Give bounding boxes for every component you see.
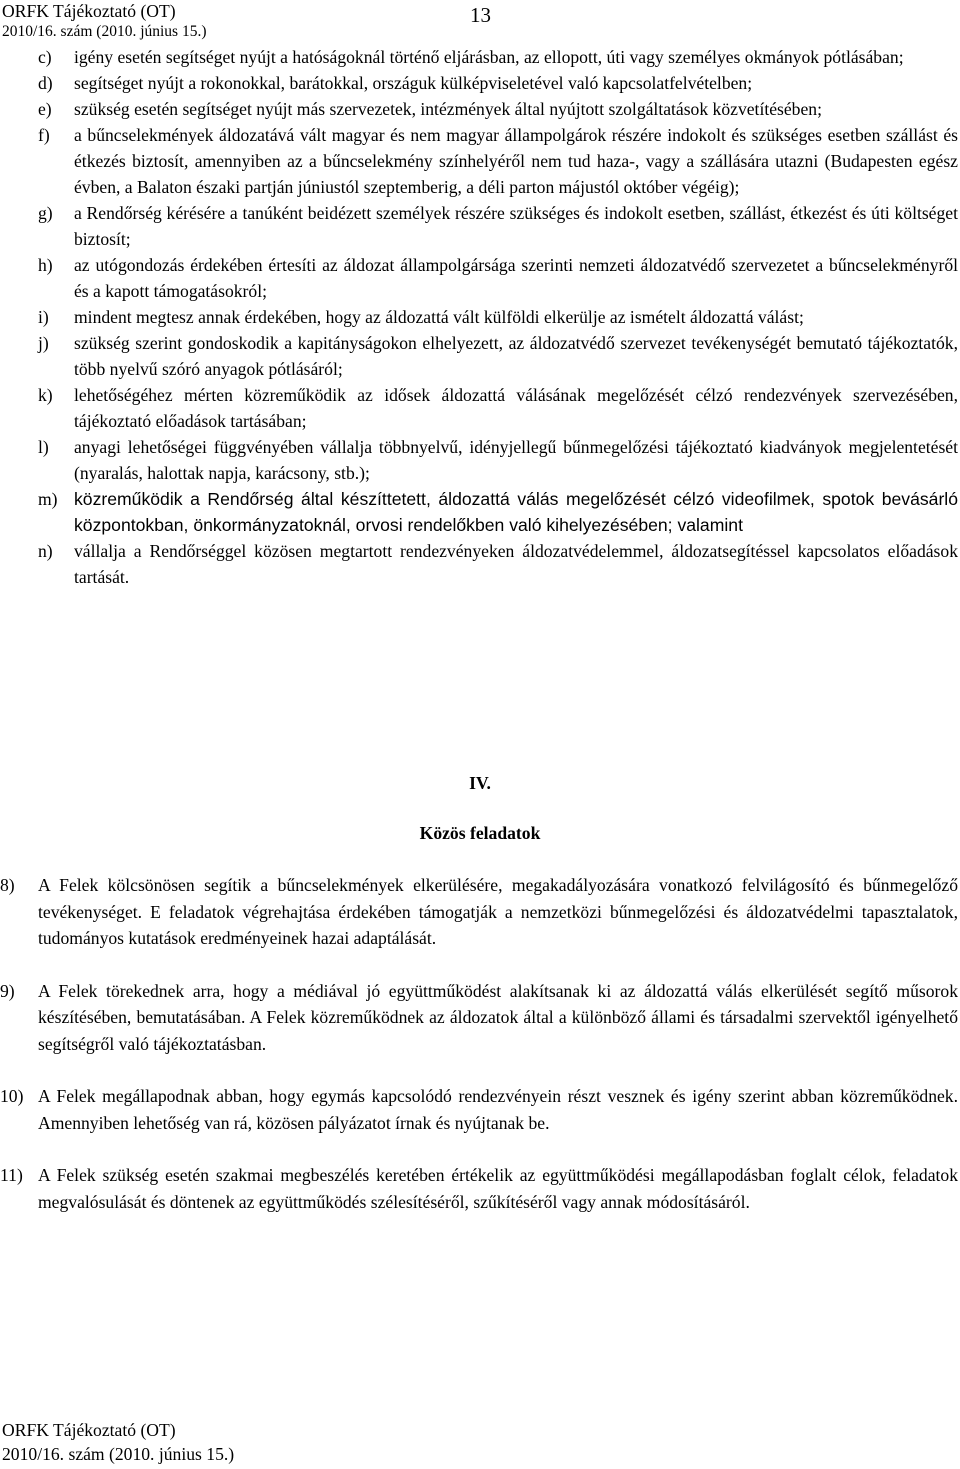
list-item [38,44,958,70]
list-item-text: közreműködik a Rendőrség által készíttetett, áldozattá válás megelőzését célzó videofilmek, spotok bevásárló központokban, önkormányzatoknál, orvosi rendelőkben való kihelyezésében; valamint [74,489,958,535]
paragraph-number: 10) [0,1086,24,1106]
list-item [38,434,958,486]
list-item-text: a bűncselekmények áldozatává vált magyar és nem magyar állampolgárok részére indokolt és szükséges esetben szállást és étkezés biztosít, amennyiben az a bűncselekmény színhelyéről nem tud haza-, vagy a szállására utazni (Budapesten egész évben, a Balaton északi partján júniustól szeptemberig, a déli parton májustól október végéig); [74,125,958,197]
list-item [38,96,958,122]
list-item-text: szükség esetén segítséget nyújt más szervezetek, intézmények által nyújtott szolgáltatások közvetítésében; [74,99,822,119]
footer-title: ORFK Tájékoztató (OT) [2,1420,176,1440]
list-item-label: g) [38,203,53,223]
list-item-label: m) [38,489,58,509]
list-item-text: vállalja a Rendőrséggel közösen megtartott rendezvényeken áldozatvédelemmel, áldozatsegítéssel kapcsolatos előadások tartását. [74,541,958,587]
numbered-paragraph [0,872,958,952]
list-item-label: l) [38,437,49,457]
list-item-text: lehetőségéhez mérten közreműködik az idősek áldozattá válásának megelőzését célzó rendezvények szervezésében, tájékoztató előadások tartásában; [74,385,958,431]
paragraph-text: A Felek kölcsönösen segítik a bűncselekmények elkerülésére, megakadályozására vonatkozó felvilágosító és bűnmegelőző tevékenységet. E feladatok végrehajtása érdekében támogatják a nemzetközi bűnmegelőzési és áldozatvédelmi tapasztalatok, tudományos kutatások eredményeinek hazai adaptálását. [38,875,958,948]
numbered-paragraph [0,1083,958,1136]
list-item-label: k) [38,385,53,405]
page-number: 13 [470,3,491,27]
list-item [38,382,958,434]
list-item-label: e) [38,99,52,119]
header-issue: 2010/16. szám (2010. június 15.) [2,23,207,40]
numbered-paragraph [0,1162,958,1215]
list-item-text: szükség szerint gondoskodik a kapitányságokon elhelyezett, az áldozatvédő szervezet tevékenységét bemutató tájékoztatók, több nyelvű szóró anyagok pótlásáról; [74,333,958,379]
list-item-text: az utógondozás érdekében értesíti az áldozat állampolgársága szerinti nemzeti áldozatvédő szervezetet a bűncselekményről és a kapott támogatásokról; [74,255,958,301]
paragraph-number: 9) [0,980,15,1001]
list-item [38,538,958,590]
list-item-text: anyagi lehetőségei függvényében vállalja többnyelvű, idényjellegű bűnmegelőzési tájékoztató kiadványok megjelentetését (nyaralás, halottak napja, karácsony, stb.); [74,437,958,483]
list-item-label: i) [38,307,49,327]
paragraph-text: A Felek szükség esetén szakmai megbeszélés keretében értékelik az együttműködési megállapodásban foglalt célok, feladatok megvalósulását és döntenek az együttműködés szélesítéséről, szűkítéséről vagy annak módosításáról. [38,1165,958,1212]
list-item-label: c) [38,47,52,67]
list-item-text: a Rendőrség kérésére a tanúként beidézett személyek részére szükséges és indokolt esetben, szállást, étkezést és úti költséget biztosít; [74,203,958,249]
list-item-label: f) [38,125,50,145]
section-number: IV. [469,773,491,793]
list-item [38,486,958,538]
list-item-label: j) [38,333,49,353]
numbered-paragraph [0,978,958,1058]
page-header [0,0,960,46]
list-item-label: n) [38,541,53,561]
list-item [38,252,958,304]
list-item-label: h) [38,255,53,275]
footer-issue: 2010/16. szám (2010. június 15.) [2,1444,235,1464]
list-item-label: d) [38,73,53,93]
list-item-text: igény esetén segítséget nyújt a hatóságoknál történő eljárásban, az ellopott, úti vagy személyes okmányok pótlásában; [74,47,904,67]
section-title: Közös feladatok [419,823,541,843]
list-item [38,304,958,330]
paragraph-number: 11) [0,1165,23,1185]
list-item [38,70,958,96]
list-item [38,200,958,252]
list-item-text: mindent megtesz annak érdekében, hogy az áldozattá vált külföldi elkerülje az ismételt áldozattá válást; [74,307,804,327]
header-title: ORFK Tájékoztató (OT) [2,1,176,21]
list-item [38,330,958,382]
list-item-text: segítséget nyújt a rokonokkal, barátokkal, országuk külképviseletével való kapcsolatfelvételben; [74,73,753,93]
paragraph-text: A Felek megállapodnak abban, hogy egymás kapcsolódó rendezvényein részt vesznek és igény szerint abban közreműködnek. Amennyiben lehetőség van rá, közösen pályázatot írnak és nyújtanak be. [38,1086,958,1133]
paragraph-list [0,872,958,1241]
list-item [38,122,958,200]
paragraph-number: 8) [0,875,15,895]
task-list [38,44,958,590]
paragraph-text: A Felek törekednek arra, hogy a médiával jó együttműködést alakítsanak ki az áldozattá válás elkerülését segítő műsorok készítésében, bemutatásában. A Felek közreműködnek az áldozatok által a különböző állami és társadalmi szervektől igényelhető segítségről való tájékoztatásban. [38,980,958,1054]
